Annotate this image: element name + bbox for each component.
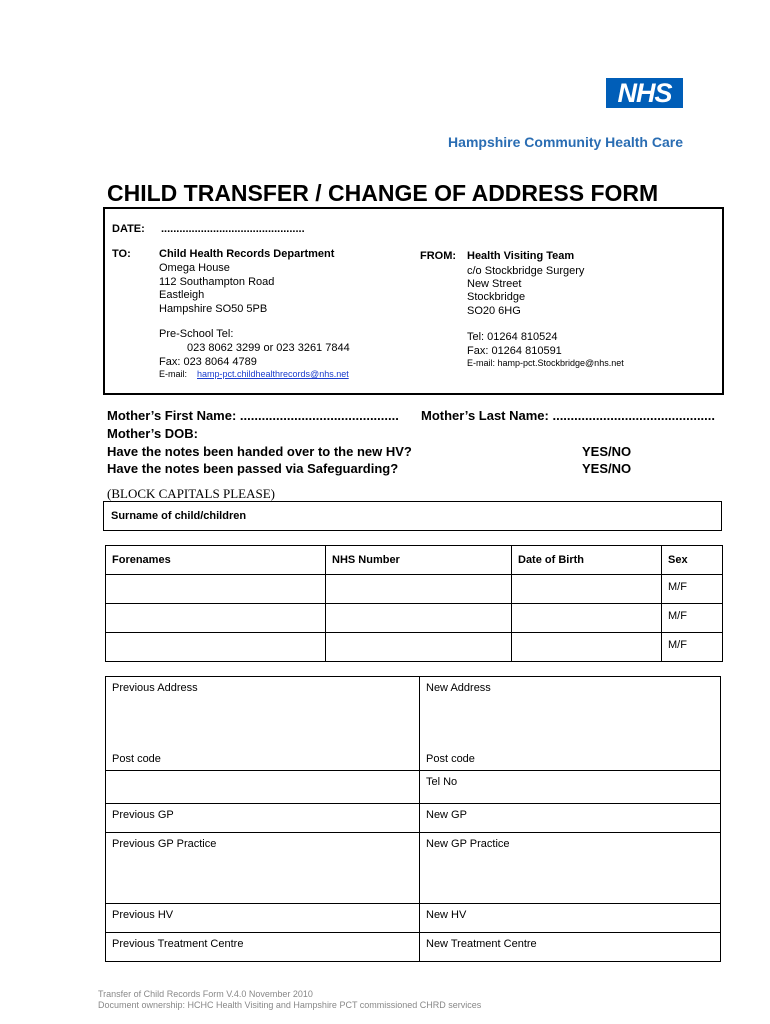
- header-forenames: Forenames: [106, 546, 326, 575]
- notes-answer-1[interactable]: YES/NO: [582, 444, 632, 459]
- from-line-3: SO20 6HG: [467, 305, 521, 317]
- form-title: CHILD TRANSFER / CHANGE OF ADDRESS FORM: [107, 180, 659, 206]
- tel-no-label: Tel No: [426, 776, 458, 788]
- footer-line-2: Document ownership: HCHC Health Visiting and Hampshire PCT commissioned CHRD services: [98, 1000, 482, 1010]
- new-gp-practice-cell[interactable]: [420, 833, 721, 904]
- new-hv-label: New HV: [426, 909, 467, 921]
- table-header-row: [106, 546, 723, 575]
- block-capitals-note: (BLOCK CAPITALS PLEASE): [107, 486, 275, 501]
- mother-first-name[interactable]: Mother’s First Name: ............................................: [107, 408, 399, 423]
- notes-question-1: Have the notes been handed over to the new HV?: [107, 444, 412, 459]
- from-email: E-mail: hamp-pct.Stockbridge@nhs.net: [467, 358, 624, 368]
- new-address-label: New Address: [426, 682, 491, 694]
- mother-dob[interactable]: Mother’s DOB:: [107, 426, 198, 441]
- new-treatment-label: New Treatment Centre: [426, 938, 537, 950]
- to-line-3: Eastleigh: [159, 289, 205, 301]
- date-label: DATE:: [112, 223, 145, 235]
- header-sex: Sex: [662, 546, 723, 575]
- previous-treatment-cell[interactable]: [106, 933, 420, 962]
- from-fax: Fax: 01264 810591: [467, 345, 562, 357]
- new-treatment-cell[interactable]: [420, 933, 721, 962]
- to-line-2: 112 Southampton Road: [159, 276, 275, 288]
- nhs-number-cell[interactable]: [326, 633, 512, 662]
- org-name: Hampshire Community Health Care: [448, 134, 683, 150]
- to-fax: Fax: 023 8064 4789: [159, 356, 257, 368]
- table-row: [106, 604, 723, 633]
- previous-gp-cell[interactable]: [106, 804, 420, 833]
- forename-cell[interactable]: [106, 604, 326, 633]
- surname-label: Surname of child/children: [111, 510, 247, 522]
- to-email-label: E-mail:: [159, 369, 188, 379]
- previous-treatment-label: Previous Treatment Centre: [112, 938, 244, 950]
- surname-field[interactable]: [103, 501, 722, 531]
- new-gp-cell[interactable]: [420, 804, 721, 833]
- previous-gp-practice-label: Previous GP Practice: [112, 838, 217, 850]
- forename-cell[interactable]: [106, 575, 326, 604]
- dob-cell[interactable]: [512, 575, 662, 604]
- date-field[interactable]: ...............................................: [161, 223, 305, 235]
- nhs-number-cell[interactable]: [326, 604, 512, 633]
- to-line-0: Child Health Records Department: [159, 248, 335, 260]
- preschool-label: Pre-School Tel:: [159, 328, 234, 340]
- previous-hv-cell[interactable]: [106, 904, 420, 933]
- footer: [98, 989, 481, 1011]
- mother-last-name[interactable]: Mother’s Last Name: .............................................: [421, 408, 716, 423]
- dob-cell[interactable]: [512, 633, 662, 662]
- to-line-1: Omega House: [159, 262, 230, 274]
- from-title: Health Visiting Team: [467, 250, 575, 262]
- sex-cell[interactable]: M/F: [662, 575, 723, 604]
- previous-postcode-label: Post code: [112, 752, 161, 765]
- from-line-1: New Street: [467, 278, 522, 290]
- new-postcode-label: Post code: [426, 752, 475, 765]
- to-email-link[interactable]: hamp-pct.childhealthrecords@nhs.net: [197, 369, 349, 379]
- new-postcode-cell[interactable]: [420, 748, 721, 771]
- from-line-2: Stockbridge: [467, 291, 526, 303]
- from-label: FROM:: [420, 250, 457, 262]
- table-row: [106, 575, 723, 604]
- notes-answer-2[interactable]: YES/NO: [582, 461, 632, 476]
- to-line-4: Hampshire SO50 5PB: [159, 303, 268, 315]
- dob-cell[interactable]: [512, 604, 662, 633]
- previous-address-label: Previous Address: [112, 682, 198, 694]
- footer-line-1: Transfer of Child Records Form V.4.0 November 2010: [98, 989, 313, 999]
- tel-no-cell[interactable]: [420, 771, 721, 804]
- previous-hv-label: Previous HV: [112, 909, 174, 921]
- to-label: TO:: [112, 248, 131, 260]
- new-address-cell[interactable]: [420, 677, 721, 748]
- previous-postcode-cell[interactable]: [106, 748, 420, 771]
- previous-gp-label: Previous GP: [112, 809, 174, 821]
- previous-tel-cell: [106, 771, 420, 804]
- preschool-tel: 023 8062 3299 or 023 3261 7844: [187, 342, 350, 354]
- new-gp-label: New GP: [426, 809, 467, 821]
- previous-address-cell[interactable]: [106, 677, 420, 748]
- notes-question-2: Have the notes been passed via Safeguarding?: [107, 461, 399, 476]
- from-tel: Tel: 01264 810524: [467, 331, 558, 343]
- children-table: [105, 545, 723, 662]
- new-hv-cell[interactable]: [420, 904, 721, 933]
- new-gp-practice-label: New GP Practice: [426, 838, 510, 850]
- header-nhs-number: NHS Number: [326, 546, 512, 575]
- header-dob: Date of Birth: [512, 546, 662, 575]
- sex-cell[interactable]: M/F: [662, 604, 723, 633]
- from-line-0: c/o Stockbridge Surgery: [467, 265, 585, 277]
- previous-gp-practice-cell[interactable]: [106, 833, 420, 904]
- address-box: [103, 207, 724, 395]
- table-row: [106, 633, 723, 662]
- address-table: [105, 676, 721, 962]
- forename-cell[interactable]: [106, 633, 326, 662]
- nhs-logo: NHS: [606, 78, 683, 108]
- nhs-number-cell[interactable]: [326, 575, 512, 604]
- sex-cell[interactable]: M/F: [662, 633, 723, 662]
